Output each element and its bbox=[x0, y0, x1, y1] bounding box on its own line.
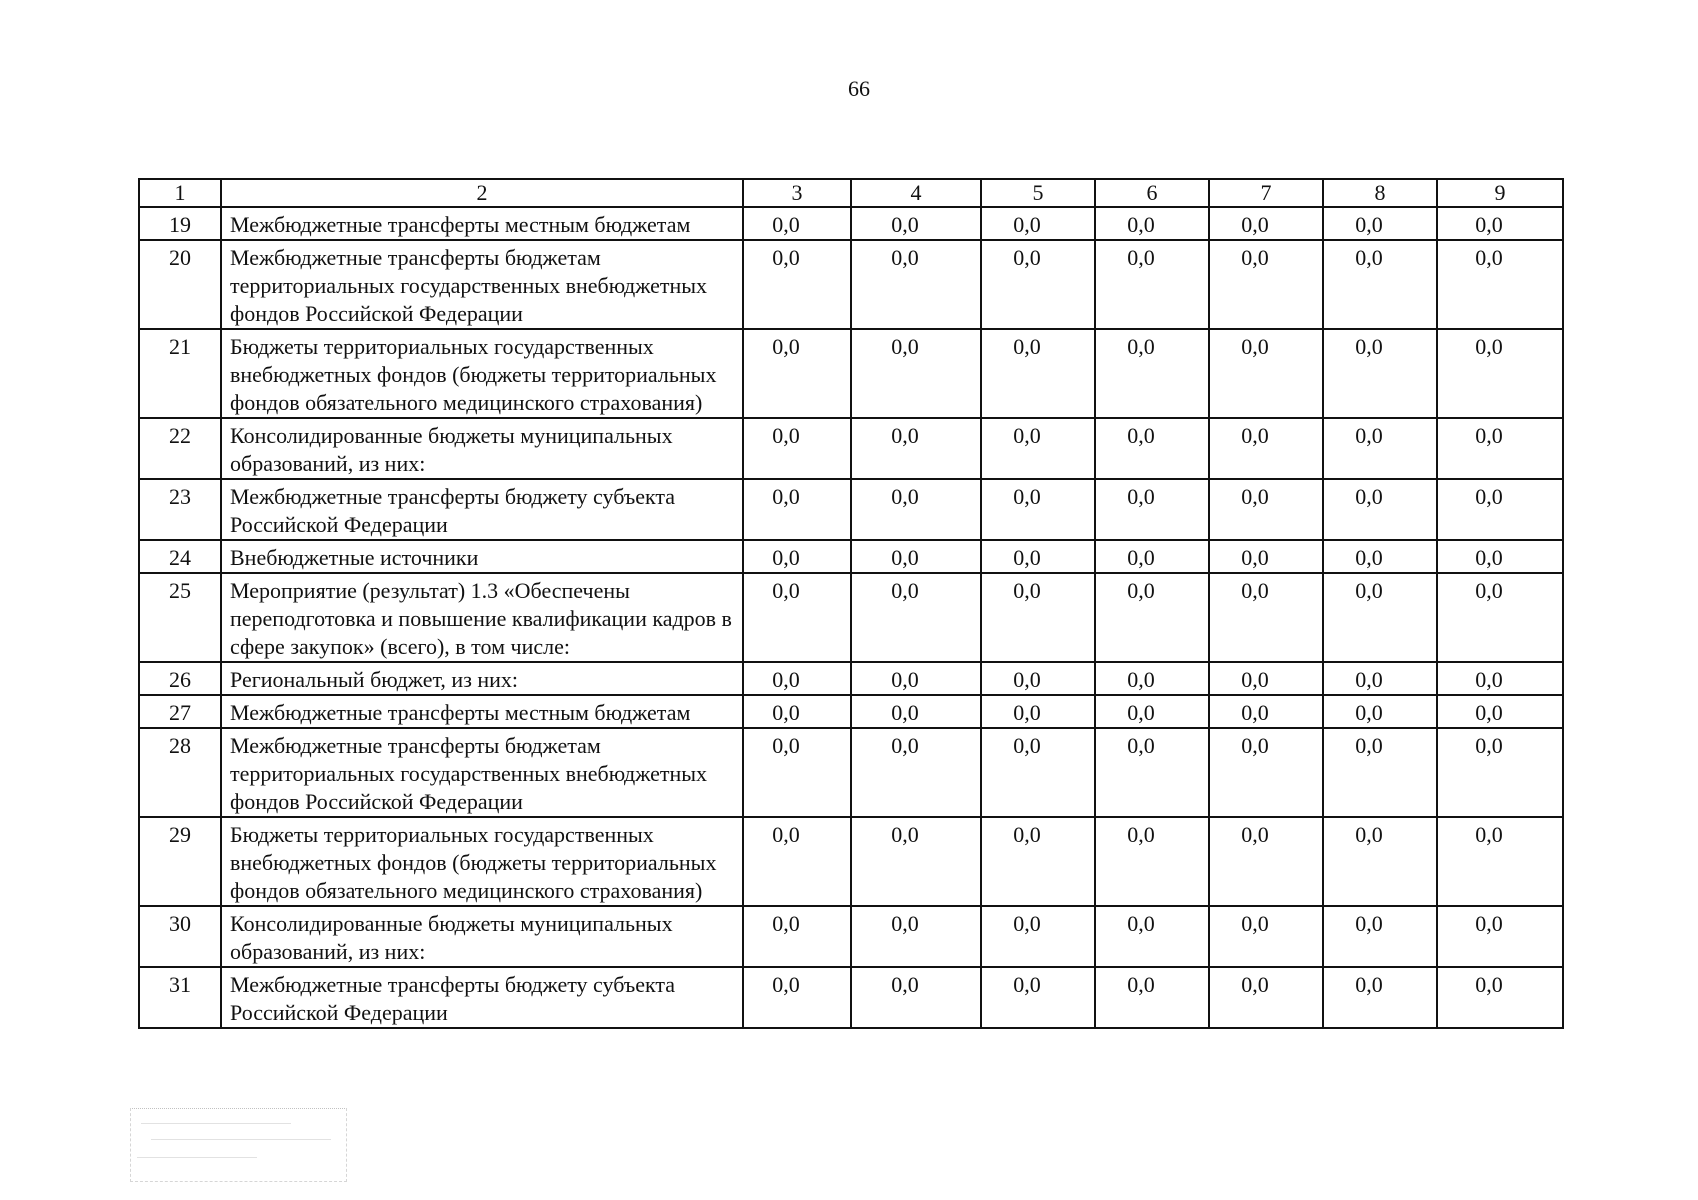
row-name: Консолидированные бюджеты муниципальных образований, из них: bbox=[221, 418, 743, 479]
value-cell: 0,0 bbox=[1323, 573, 1437, 662]
table-row bbox=[139, 906, 1563, 967]
value-cell: 0,0 bbox=[851, 573, 981, 662]
header-cell: 9 bbox=[1437, 179, 1563, 207]
value-cell: 0,0 bbox=[743, 728, 851, 817]
row-number: 28 bbox=[139, 728, 221, 817]
faded-stamp bbox=[130, 1108, 347, 1182]
value-cell: 0,0 bbox=[851, 817, 981, 906]
table-row bbox=[139, 240, 1563, 329]
value-cell: 0,0 bbox=[1323, 329, 1437, 418]
value-cell: 0,0 bbox=[1095, 540, 1209, 573]
value-cell: 0,0 bbox=[1209, 540, 1323, 573]
value-cell: 0,0 bbox=[1095, 418, 1209, 479]
value-cell: 0,0 bbox=[1323, 418, 1437, 479]
table-row bbox=[139, 817, 1563, 906]
row-number: 26 bbox=[139, 662, 221, 695]
value-cell: 0,0 bbox=[743, 479, 851, 540]
value-cell: 0,0 bbox=[981, 207, 1095, 240]
value-cell: 0,0 bbox=[743, 418, 851, 479]
value-cell: 0,0 bbox=[1437, 728, 1563, 817]
value-cell: 0,0 bbox=[981, 662, 1095, 695]
value-cell: 0,0 bbox=[1095, 817, 1209, 906]
row-name: Мероприятие (результат) 1.3 «Обеспечены переподготовка и повышение квалификации кадров в сфере закупок» (всего), в том числе: bbox=[221, 573, 743, 662]
row-number: 19 bbox=[139, 207, 221, 240]
value-cell: 0,0 bbox=[981, 479, 1095, 540]
table-row bbox=[139, 573, 1563, 662]
page-number: 66 bbox=[848, 76, 870, 101]
value-cell: 0,0 bbox=[981, 967, 1095, 1028]
budget-table bbox=[138, 178, 1564, 1029]
value-cell: 0,0 bbox=[1209, 817, 1323, 906]
row-name: Внебюджетные источники bbox=[221, 540, 743, 573]
value-cell: 0,0 bbox=[851, 662, 981, 695]
value-cell: 0,0 bbox=[981, 573, 1095, 662]
table-row bbox=[139, 662, 1563, 695]
table-row bbox=[139, 695, 1563, 728]
value-cell: 0,0 bbox=[981, 728, 1095, 817]
value-cell: 0,0 bbox=[851, 906, 981, 967]
row-name: Межбюджетные трансферты бюджетам территориальных государственных внебюджетных фондов Российской Федерации bbox=[221, 240, 743, 329]
value-cell: 0,0 bbox=[981, 540, 1095, 573]
value-cell: 0,0 bbox=[1437, 540, 1563, 573]
value-cell: 0,0 bbox=[1323, 479, 1437, 540]
row-number: 30 bbox=[139, 906, 221, 967]
value-cell: 0,0 bbox=[1323, 728, 1437, 817]
row-number: 21 bbox=[139, 329, 221, 418]
row-number: 29 bbox=[139, 817, 221, 906]
value-cell: 0,0 bbox=[1323, 817, 1437, 906]
row-name: Бюджеты территориальных государственных внебюджетных фондов (бюджеты территориальных фондов обязательного медицинского страхования) bbox=[221, 329, 743, 418]
row-number: 23 bbox=[139, 479, 221, 540]
row-name: Межбюджетные трансферты бюджету субъекта Российской Федерации bbox=[221, 967, 743, 1028]
value-cell: 0,0 bbox=[743, 207, 851, 240]
table-row bbox=[139, 329, 1563, 418]
value-cell: 0,0 bbox=[743, 662, 851, 695]
value-cell: 0,0 bbox=[851, 418, 981, 479]
header-cell: 3 bbox=[743, 179, 851, 207]
header-cell: 5 bbox=[981, 179, 1095, 207]
header-row bbox=[139, 179, 1563, 207]
value-cell: 0,0 bbox=[1209, 329, 1323, 418]
value-cell: 0,0 bbox=[1095, 906, 1209, 967]
header-cell: 6 bbox=[1095, 179, 1209, 207]
row-number: 24 bbox=[139, 540, 221, 573]
row-number: 31 bbox=[139, 967, 221, 1028]
value-cell: 0,0 bbox=[1323, 207, 1437, 240]
value-cell: 0,0 bbox=[743, 695, 851, 728]
value-cell: 0,0 bbox=[1437, 479, 1563, 540]
value-cell: 0,0 bbox=[1323, 967, 1437, 1028]
value-cell: 0,0 bbox=[1323, 540, 1437, 573]
value-cell: 0,0 bbox=[743, 817, 851, 906]
value-cell: 0,0 bbox=[1209, 573, 1323, 662]
row-name: Консолидированные бюджеты муниципальных образований, из них: bbox=[221, 906, 743, 967]
value-cell: 0,0 bbox=[1095, 662, 1209, 695]
value-cell: 0,0 bbox=[851, 695, 981, 728]
header-cell: 4 bbox=[851, 179, 981, 207]
value-cell: 0,0 bbox=[1437, 207, 1563, 240]
value-cell: 0,0 bbox=[1437, 573, 1563, 662]
value-cell: 0,0 bbox=[981, 418, 1095, 479]
value-cell: 0,0 bbox=[1209, 695, 1323, 728]
value-cell: 0,0 bbox=[1095, 479, 1209, 540]
value-cell: 0,0 bbox=[851, 728, 981, 817]
row-number: 27 bbox=[139, 695, 221, 728]
value-cell: 0,0 bbox=[1209, 418, 1323, 479]
value-cell: 0,0 bbox=[981, 695, 1095, 728]
table-row bbox=[139, 967, 1563, 1028]
value-cell: 0,0 bbox=[743, 329, 851, 418]
value-cell: 0,0 bbox=[1323, 662, 1437, 695]
row-name: Межбюджетные трансферты местным бюджетам bbox=[221, 207, 743, 240]
value-cell: 0,0 bbox=[851, 240, 981, 329]
value-cell: 0,0 bbox=[1095, 329, 1209, 418]
value-cell: 0,0 bbox=[851, 329, 981, 418]
value-cell: 0,0 bbox=[1095, 240, 1209, 329]
value-cell: 0,0 bbox=[1095, 573, 1209, 662]
value-cell: 0,0 bbox=[1437, 906, 1563, 967]
value-cell: 0,0 bbox=[743, 240, 851, 329]
value-cell: 0,0 bbox=[1323, 240, 1437, 329]
row-name: Межбюджетные трансферты бюджетам территориальных государственных внебюджетных фондов Российской Федерации bbox=[221, 728, 743, 817]
header-cell: 1 bbox=[139, 179, 221, 207]
value-cell: 0,0 bbox=[1095, 207, 1209, 240]
value-cell: 0,0 bbox=[981, 329, 1095, 418]
header-cell: 7 bbox=[1209, 179, 1323, 207]
value-cell: 0,0 bbox=[1437, 329, 1563, 418]
header-cell: 2 bbox=[221, 179, 743, 207]
value-cell: 0,0 bbox=[1209, 662, 1323, 695]
value-cell: 0,0 bbox=[851, 479, 981, 540]
table-row bbox=[139, 418, 1563, 479]
value-cell: 0,0 bbox=[743, 573, 851, 662]
value-cell: 0,0 bbox=[851, 540, 981, 573]
value-cell: 0,0 bbox=[1209, 967, 1323, 1028]
value-cell: 0,0 bbox=[851, 207, 981, 240]
row-name: Межбюджетные трансферты местным бюджетам bbox=[221, 695, 743, 728]
value-cell: 0,0 bbox=[1437, 240, 1563, 329]
value-cell: 0,0 bbox=[1437, 662, 1563, 695]
value-cell: 0,0 bbox=[1437, 418, 1563, 479]
value-cell: 0,0 bbox=[981, 240, 1095, 329]
value-cell: 0,0 bbox=[1323, 695, 1437, 728]
value-cell: 0,0 bbox=[743, 967, 851, 1028]
value-cell: 0,0 bbox=[1209, 207, 1323, 240]
value-cell: 0,0 bbox=[1437, 967, 1563, 1028]
row-number: 22 bbox=[139, 418, 221, 479]
value-cell: 0,0 bbox=[1437, 695, 1563, 728]
value-cell: 0,0 bbox=[1437, 817, 1563, 906]
value-cell: 0,0 bbox=[1095, 695, 1209, 728]
value-cell: 0,0 bbox=[743, 906, 851, 967]
value-cell: 0,0 bbox=[1095, 967, 1209, 1028]
value-cell: 0,0 bbox=[1095, 728, 1209, 817]
value-cell: 0,0 bbox=[981, 906, 1095, 967]
header-cell: 8 bbox=[1323, 179, 1437, 207]
row-number: 25 bbox=[139, 573, 221, 662]
value-cell: 0,0 bbox=[981, 817, 1095, 906]
row-name: Региональный бюджет, из них: bbox=[221, 662, 743, 695]
value-cell: 0,0 bbox=[1323, 906, 1437, 967]
value-cell: 0,0 bbox=[1209, 728, 1323, 817]
table-row bbox=[139, 540, 1563, 573]
row-name: Бюджеты территориальных государственных внебюджетных фондов (бюджеты территориальных фондов обязательного медицинского страхования) bbox=[221, 817, 743, 906]
value-cell: 0,0 bbox=[1209, 479, 1323, 540]
value-cell: 0,0 bbox=[851, 967, 981, 1028]
value-cell: 0,0 bbox=[1209, 240, 1323, 329]
table-row bbox=[139, 728, 1563, 817]
row-name: Межбюджетные трансферты бюджету субъекта Российской Федерации bbox=[221, 479, 743, 540]
value-cell: 0,0 bbox=[743, 540, 851, 573]
value-cell: 0,0 bbox=[1209, 906, 1323, 967]
table-row bbox=[139, 479, 1563, 540]
row-number: 20 bbox=[139, 240, 221, 329]
table-row bbox=[139, 207, 1563, 240]
